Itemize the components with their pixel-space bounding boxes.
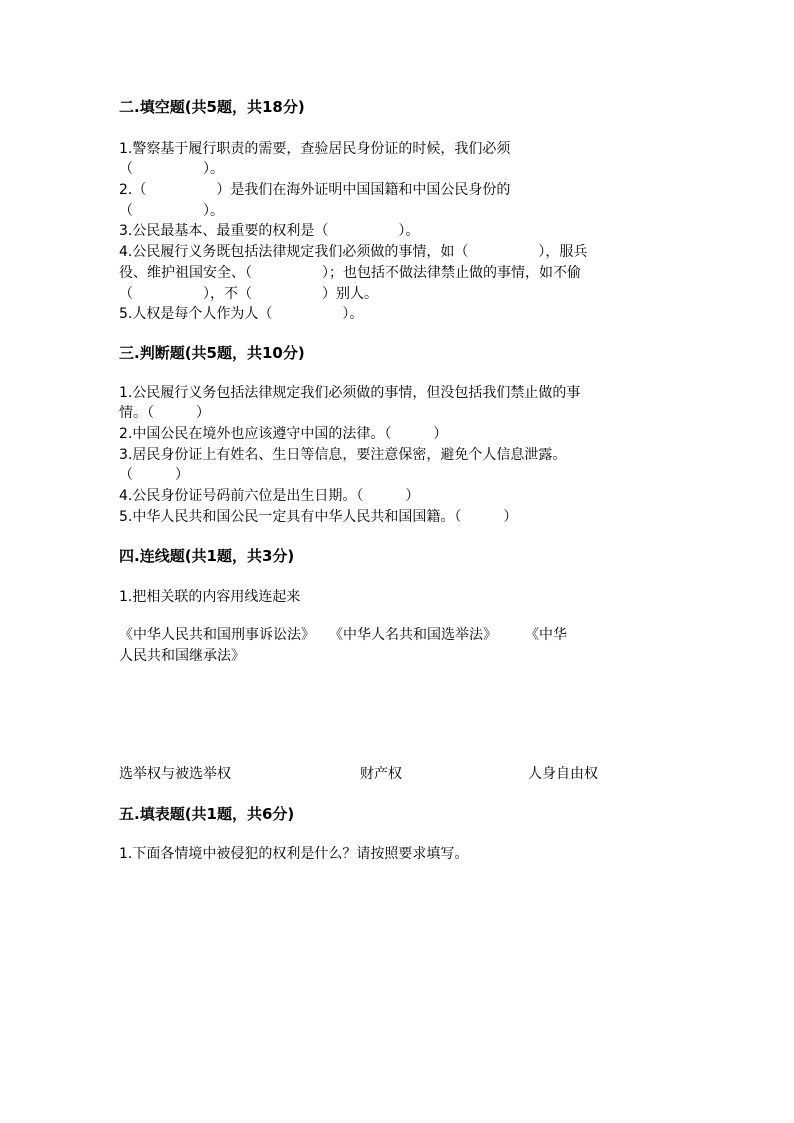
question-line: 5.中华人民共和国公民一定具有中华人民共和国国籍。（ ）	[119, 509, 518, 525]
question-line: 1.公民履行义务包括法律规定我们必须做的事情，但没包括我们禁止做的事	[119, 385, 581, 401]
question-line: （ ）。	[119, 203, 224, 219]
question-line: 2.中国公民在境外也应该遵守中国的法律。（ ）	[119, 426, 448, 442]
question-line: 5.人权是每个人作为人（ ）。	[119, 306, 364, 322]
question-line: 1.下面各情境中被侵犯的权利是什么？请按照要求填写。	[119, 846, 469, 862]
question-line: 情。（ ）	[119, 405, 210, 421]
question-line: 3.公民最基本、最重要的权利是（ ）。	[119, 223, 420, 239]
section-heading-fill-table: 五.填表题(共1题，共6分)	[119, 805, 295, 823]
question-line: 1.把相关联的内容用线连起来	[119, 589, 301, 605]
question-line: 1.警察基于履行职责的需要，查验居民身份证的时候，我们必须	[119, 141, 511, 157]
section-heading-fill-blank: 二.填空题(共5题，共18分)	[119, 98, 305, 116]
question-line: 4.公民身份证号码前六位是出生日期。（ ）	[119, 488, 420, 504]
question-line: 3.居民身份证上有姓名、生日等信息，要注意保密，避免个人信息泄露。	[119, 447, 567, 463]
question-line: 役、维护祖国安全、（ ）；也包括不做法律禁止做的事情，如不偷	[119, 265, 581, 281]
section-heading-true-false: 三.判断题(共5题，共10分)	[119, 344, 305, 362]
question-line: 4.公民履行义务既包括法律规定我们必须做的事情，如（ ），服兵	[119, 244, 588, 260]
match-top-items-line: 《中华人民共和国刑事诉讼法》 《中华人名共和国选举法》 《中华	[119, 627, 567, 643]
match-bottom-item: 选举权与被选举权	[119, 766, 231, 782]
section-heading-matching: 四.连线题(共1题，共3分)	[119, 547, 295, 565]
match-bottom-item: 人身自由权	[528, 766, 598, 782]
question-line: （ ）	[119, 467, 189, 483]
question-line: （ ），不（ ）别人。	[119, 286, 378, 302]
match-bottom-item: 财产权	[360, 766, 402, 782]
question-line: （ ）。	[119, 161, 224, 177]
question-line: 2.（ ）是我们在海外证明中国国籍和中国公民身份的	[119, 182, 511, 198]
match-top-items-line: 人民共和国继承法》	[119, 648, 245, 664]
